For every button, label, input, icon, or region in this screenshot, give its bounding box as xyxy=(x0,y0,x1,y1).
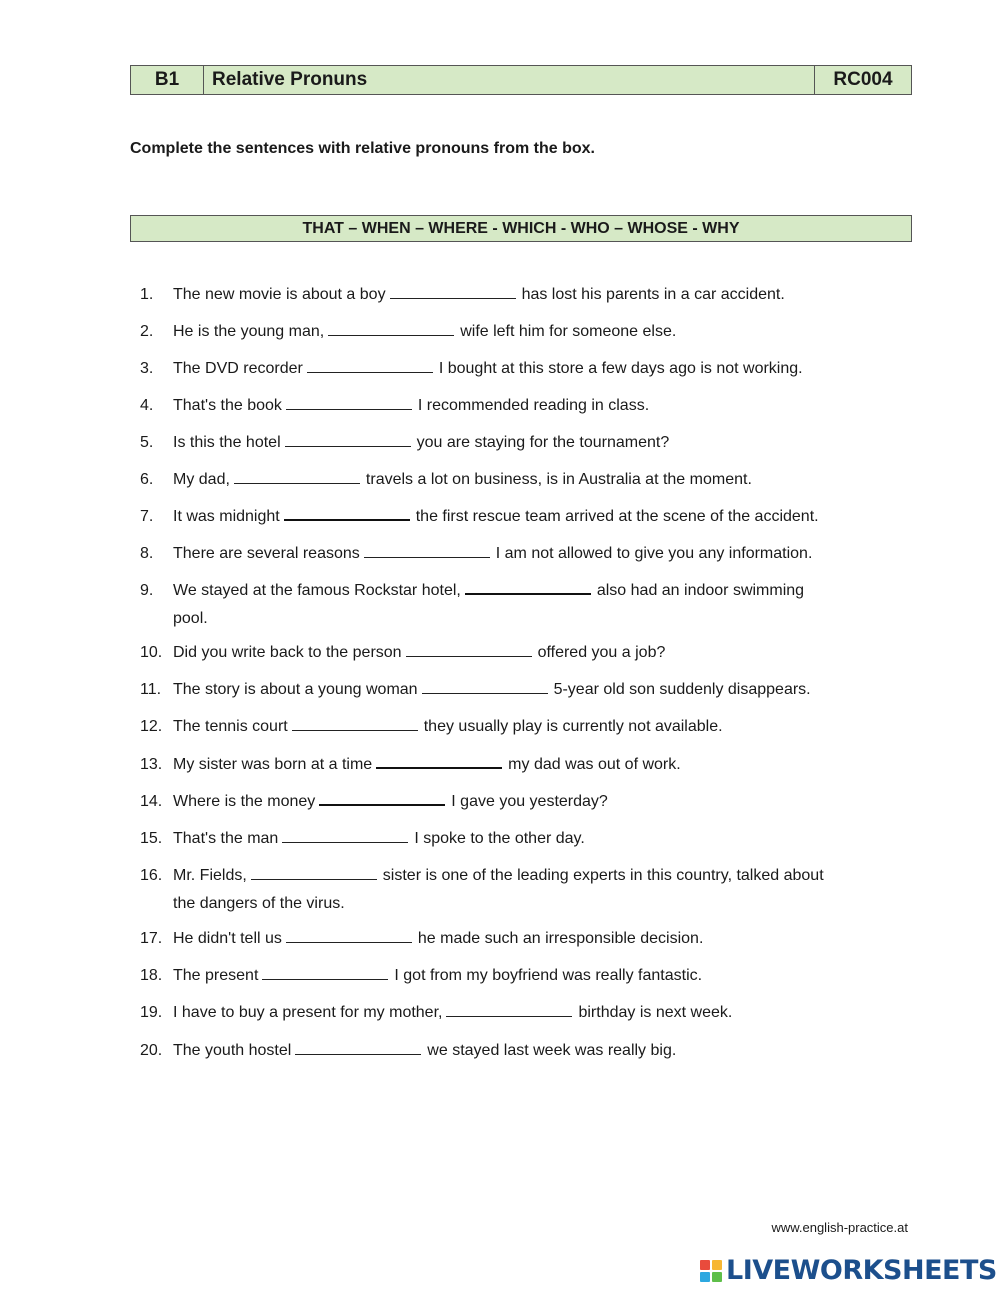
item-sentence xyxy=(173,999,910,1027)
list-item xyxy=(140,540,910,568)
item-number: 4. xyxy=(140,397,154,414)
item-sentence xyxy=(173,962,910,990)
sentence-end: he made such an irresponsible decision. xyxy=(417,930,704,947)
answer-blank[interactable] xyxy=(286,395,412,410)
item-number: 9. xyxy=(140,582,154,599)
sentence-start: We stayed at the famous Rockstar hotel, xyxy=(173,582,461,599)
item-number: 7. xyxy=(140,508,154,525)
item-number: 1. xyxy=(140,286,154,303)
sentence-end: birthday is next week. xyxy=(578,1004,733,1021)
sentence-end: has lost his parents in a car accident. xyxy=(521,286,785,303)
answer-blank[interactable] xyxy=(390,284,516,299)
sentence-end: I am not allowed to give you any information. xyxy=(495,545,813,562)
item-sentence xyxy=(173,925,910,953)
sentence-start: The DVD recorder xyxy=(173,360,303,377)
item-sentence xyxy=(173,540,910,568)
sentence-end: I spoke to the other day. xyxy=(414,830,585,847)
sentence-end: sister is one of the leading experts in this country, talked about xyxy=(382,867,824,884)
logo-square xyxy=(700,1260,710,1270)
list-item xyxy=(140,999,910,1027)
item-sentence xyxy=(173,355,910,383)
sentence-end: wife left him for someone else. xyxy=(460,323,677,340)
list-item xyxy=(140,281,910,309)
sentence-start: The youth hostel xyxy=(173,1042,292,1059)
item-number: 17. xyxy=(140,930,163,947)
item-sentence xyxy=(173,825,910,853)
item-number: 14. xyxy=(140,793,163,810)
answer-blank[interactable] xyxy=(282,828,408,843)
list-item xyxy=(140,577,910,633)
item-number: 8. xyxy=(140,545,154,562)
list-item xyxy=(140,466,910,494)
item-number: 19. xyxy=(140,1004,163,1021)
list-item xyxy=(140,639,910,667)
answer-blank[interactable] xyxy=(376,753,502,769)
item-sentence xyxy=(173,713,910,741)
logo-square xyxy=(700,1272,710,1282)
logo-square xyxy=(712,1260,722,1270)
item-sentence xyxy=(173,503,910,531)
answer-blank[interactable] xyxy=(328,321,454,336)
sentence-end: my dad was out of work. xyxy=(508,756,681,773)
list-item xyxy=(140,862,910,918)
sentence-end: I got from my boyfriend was really fantastic. xyxy=(394,967,703,984)
sentence-end: also had an indoor swimming xyxy=(596,582,805,599)
answer-blank[interactable] xyxy=(465,579,591,595)
logo-icon xyxy=(700,1260,722,1282)
sentence-start: The story is about a young woman xyxy=(173,681,418,698)
item-number: 2. xyxy=(140,323,154,340)
item-number: 18. xyxy=(140,967,163,984)
item-number: 12. xyxy=(140,718,163,735)
list-item xyxy=(140,825,910,853)
sentence-end: I recommended reading in class. xyxy=(417,397,650,414)
answer-blank[interactable] xyxy=(262,965,388,980)
sentence-start: Mr. Fields, xyxy=(173,867,247,884)
answer-blank[interactable] xyxy=(234,469,360,484)
list-item xyxy=(140,676,910,704)
item-number: 10. xyxy=(140,644,163,661)
sentence-start: The present xyxy=(173,967,259,984)
list-item xyxy=(140,1037,910,1065)
answer-blank[interactable] xyxy=(284,505,410,521)
sentence-end: the first rescue team arrived at the scene of the accident. xyxy=(415,508,819,525)
sentence-start: My sister was born at a time xyxy=(173,756,373,773)
sentence-end: 5-year old son suddenly disappears. xyxy=(553,681,811,698)
item-number: 13. xyxy=(140,756,163,773)
answer-blank[interactable] xyxy=(286,928,412,943)
sentence-start: The tennis court xyxy=(173,718,288,735)
sentence-end: we stayed last week was really big. xyxy=(427,1042,677,1059)
worksheet-code: RC004 xyxy=(833,69,893,90)
list-item xyxy=(140,355,910,383)
sentence-start: That's the book xyxy=(173,397,282,414)
list-item xyxy=(140,503,910,531)
answer-blank[interactable] xyxy=(295,1040,421,1055)
sentence-end: I bought at this store a few days ago is not working. xyxy=(438,360,803,377)
sentence-start: It was midnight xyxy=(173,508,280,525)
item-sentence xyxy=(173,862,910,918)
item-sentence xyxy=(173,751,910,779)
liveworksheets-logo xyxy=(700,1255,997,1286)
item-number: 6. xyxy=(140,471,154,488)
item-sentence xyxy=(173,281,910,309)
answer-blank[interactable] xyxy=(406,642,532,657)
answer-blank[interactable] xyxy=(446,1002,572,1017)
item-number: 3. xyxy=(140,360,154,377)
item-number: 15. xyxy=(140,830,163,847)
item-sentence xyxy=(173,788,910,816)
sentence-end: they usually play is currently not available. xyxy=(423,718,723,735)
sentence-end: I gave you yesterday? xyxy=(451,793,608,810)
logo-text: LIVEWORKSHEETS xyxy=(726,1255,997,1286)
list-item xyxy=(140,751,910,779)
sentence-start: My dad, xyxy=(173,471,230,488)
answer-blank[interactable] xyxy=(285,432,411,447)
logo-square xyxy=(712,1272,722,1282)
sentence-start: He is the young man, xyxy=(173,323,325,340)
sentence-start: Did you write back to the person xyxy=(173,644,402,661)
item-number: 16. xyxy=(140,867,163,884)
sentence-start: That's the man xyxy=(173,830,279,847)
item-sentence xyxy=(173,392,910,420)
list-item xyxy=(140,962,910,990)
list-item xyxy=(140,392,910,420)
answer-blank[interactable] xyxy=(292,716,418,731)
item-sentence xyxy=(173,1037,910,1065)
answer-blank[interactable] xyxy=(307,358,433,373)
list-item xyxy=(140,429,910,457)
item-sentence xyxy=(173,466,910,494)
instruction-text: Complete the sentences with relative pronouns from the box. xyxy=(130,140,595,157)
answer-blank[interactable] xyxy=(251,865,377,880)
item-sentence xyxy=(173,577,910,633)
sentence-start: I have to buy a present for my mother, xyxy=(173,1004,443,1021)
list-item xyxy=(140,318,910,346)
item-number: 5. xyxy=(140,434,154,451)
item-sentence xyxy=(173,429,910,457)
list-item xyxy=(140,713,910,741)
worksheet-title: Relative Pronuns xyxy=(204,66,815,94)
list-item xyxy=(140,788,910,816)
sentence-start: Is this the hotel xyxy=(173,434,281,451)
answer-blank[interactable] xyxy=(422,679,548,694)
answer-blank[interactable] xyxy=(364,543,490,558)
sentence-start: Where is the money xyxy=(173,793,316,810)
sentence-start: The new movie is about a boy xyxy=(173,286,386,303)
footer-url: www.english-practice.at xyxy=(771,1220,908,1235)
sentence-start: There are several reasons xyxy=(173,545,360,562)
word-box: THAT – WHEN – WHERE - WHICH - WHO – WHOSE - WHY xyxy=(130,215,912,242)
item-sentence xyxy=(173,639,910,667)
sentence-end: you are staying for the tournament? xyxy=(416,434,670,451)
item-number: 11. xyxy=(140,681,162,698)
list-item xyxy=(140,925,910,953)
item-sentence xyxy=(173,318,910,346)
item-number: 20. xyxy=(140,1042,163,1059)
answer-blank[interactable] xyxy=(319,790,445,806)
level-cell: B1 xyxy=(131,66,204,94)
sentence-continuation: pool. xyxy=(173,610,208,627)
item-sentence xyxy=(173,676,910,704)
sentence-start: He didn't tell us xyxy=(173,930,282,947)
sentence-continuation: the dangers of the virus. xyxy=(173,895,345,912)
sentence-end: travels a lot on business, is in Australia at the moment. xyxy=(365,471,752,488)
sentence-end: offered you a job? xyxy=(537,644,666,661)
